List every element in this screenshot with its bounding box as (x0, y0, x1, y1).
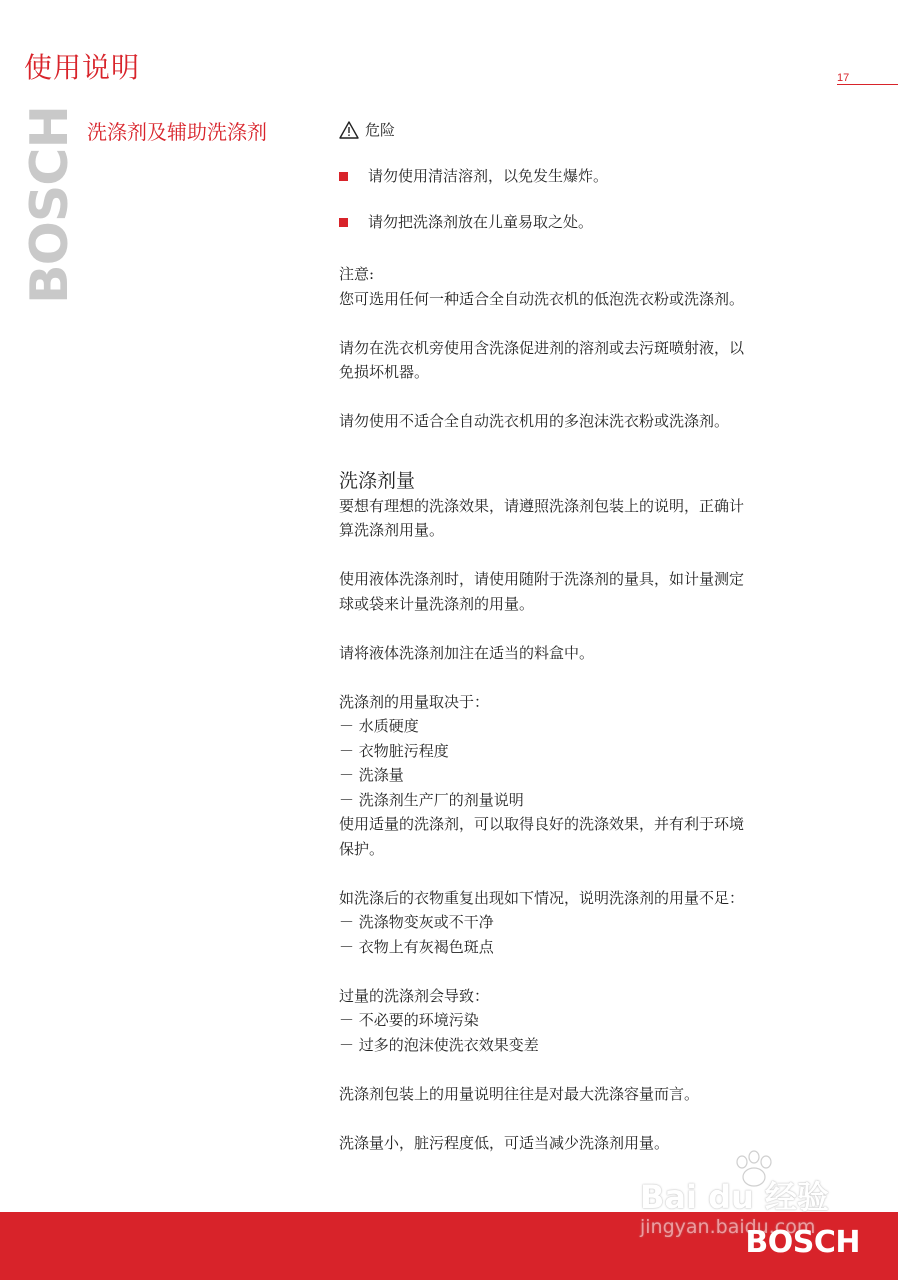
text-line: 洗涤剂包装上的用量说明往往是对最大洗涤容量而言。 (339, 1084, 700, 1103)
paragraph (339, 1082, 839, 1107)
bullet-square-icon (339, 172, 348, 181)
watermark-url: jingyan.baidu.com (640, 1216, 816, 1238)
text-line: 过量的洗涤剂会导致： (339, 986, 490, 1005)
text-line: 使用适量的洗涤剂，可以取得良好的洗涤效果，并有利于环境 (339, 815, 745, 833)
danger-bullet (339, 164, 839, 188)
text-line: 要想有理想的洗涤效果，请遵照洗涤剂包装上的说明，正确计 (339, 496, 745, 515)
text-line: 请勿使用不适合全自动洗衣机用的多泡沫洗衣粉或洗涤剂。 (339, 412, 730, 430)
text-line: 洗涤量小，脏污程度低，可适当减少洗涤剂用量。 (339, 1133, 670, 1152)
text-line: 如洗涤后的衣物重复出现如下情况，说明洗涤剂的用量不足： (339, 888, 745, 907)
dosage-intro (339, 494, 839, 543)
text-line: 免损坏机器。 (339, 363, 430, 381)
header-rule (837, 84, 898, 85)
paragraph (339, 336, 839, 385)
page-number: 17 (837, 72, 850, 84)
warning-triangle-icon (339, 121, 359, 139)
text-line: 您可选用任何一种适合全自动洗衣机的低泡洗衣粉或洗涤剂。 (339, 289, 745, 308)
text-line: 球或袋来计量洗涤剂的用量。 (339, 594, 535, 613)
text-line: 保护。 (339, 839, 385, 858)
list-item: － 不必要的环境污染 (339, 1011, 479, 1029)
list-item: － 洗涤物变灰或不干净 (339, 913, 494, 931)
paragraph (339, 690, 839, 862)
list-item: － 衣物脏污程度 (339, 741, 449, 760)
paragraph (339, 641, 839, 666)
danger-bullet-text: 请勿把洗涤剂放在儿童易取之处。 (368, 212, 594, 231)
text-line: 洗涤剂的用量取决于： (339, 692, 490, 711)
text-line: 请勿在洗衣机旁使用含洗涤促进剂的溶剂或去污斑喷射液，以 (339, 338, 745, 357)
dosage-heading: 洗涤剂量 (339, 469, 416, 492)
notes-heading: 注意: (339, 265, 375, 283)
paragraph (339, 567, 839, 616)
danger-label: 危险 (365, 120, 396, 139)
text-line: 使用液体洗涤剂时，请使用随附于洗涤剂的量具，如计量测定 (339, 570, 745, 588)
list-item: － 过多的泡沫使洗衣效果变差 (339, 1035, 539, 1054)
content-column (339, 118, 839, 1155)
danger-bullet-text: 请勿使用清洁溶剂，以免发生爆炸。 (368, 166, 609, 185)
list-item: － 水质硬度 (339, 717, 419, 735)
paragraph (339, 984, 839, 1058)
danger-heading (339, 118, 839, 142)
list-item: － 洗涤剂生产厂的剂量说明 (339, 790, 524, 809)
page-title: 使用说明 (24, 51, 141, 84)
list-item: － 洗涤量 (339, 766, 404, 784)
text-line: 算洗涤剂用量。 (339, 521, 445, 539)
danger-bullet (339, 210, 839, 234)
section-title: 洗涤剂及辅助洗涤剂 (87, 120, 267, 144)
watermark-brand: Bai du 经验 (640, 1178, 829, 1216)
bullet-square-icon (339, 218, 348, 227)
side-brand-logo: BOSCH (20, 106, 80, 304)
text-line: 请将液体洗涤剂加注在适当的料盒中。 (339, 643, 595, 662)
notes-block (339, 262, 839, 311)
footer-brand-logo: BOSCH (745, 1225, 860, 1260)
list-item: － 衣物上有灰褐色斑点 (339, 937, 494, 956)
paragraph (339, 409, 839, 434)
paragraph (339, 886, 839, 960)
